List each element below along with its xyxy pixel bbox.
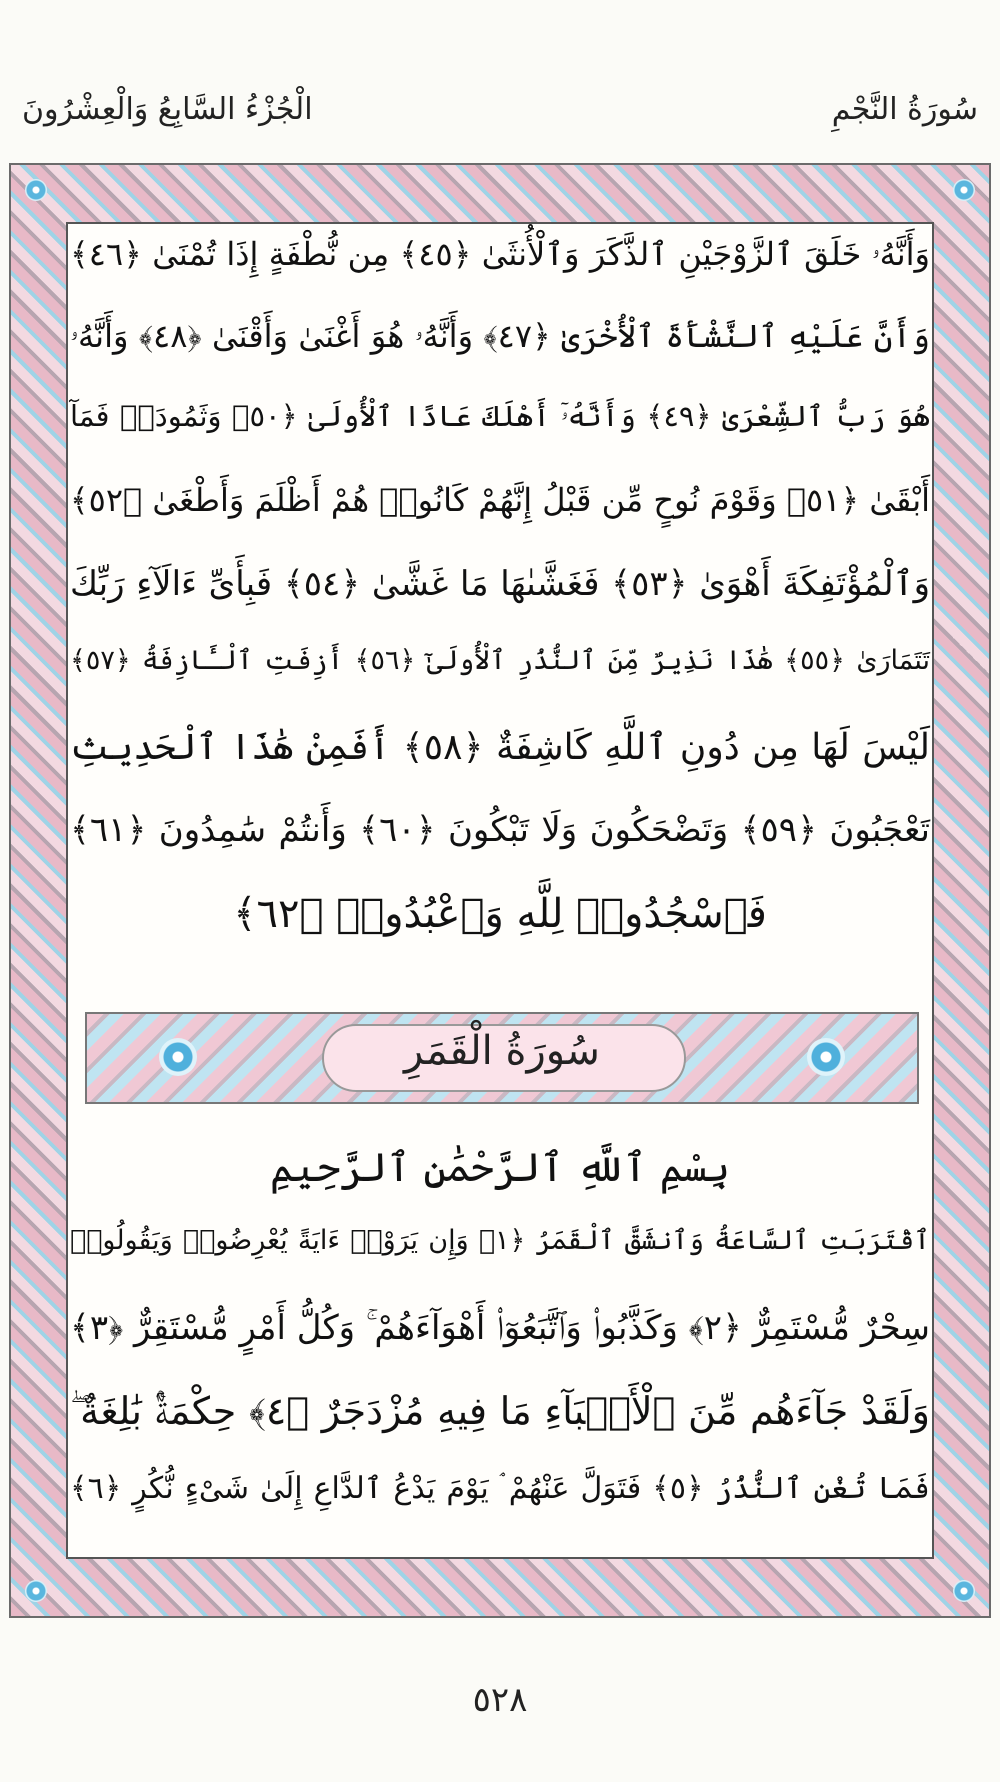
corner-ornament-icon (25, 179, 47, 201)
juz-title: الْجُزْءُ السَّابِعُ وَالْعِشْرُونَ (22, 92, 313, 127)
verse-line: فَٱسْجُدُوا۟ لِلَّهِ وَٱعْبُدُوا۟ ﴿٦٢﴾ (233, 891, 767, 937)
verse-line: هُوَ رَبُّ ٱلشِّعْرَىٰ ﴿٤٩﴾ وَأَنَّهُۥٓ أَهْلَكَ عَادًا ٱلْأُولَىٰ ﴿٥٠﴾ وَثَمُودَا۟ فَمَآ (70, 399, 930, 433)
verse-line: أَبْقَىٰ ﴿٥١﴾ وَقَوْمَ نُوحٍ مِّن قَبْلُ إِنَّهُمْ كَانُوا۟ هُمْ أَظْلَمَ وَأَطْغَىٰ ﴿٥٢﴾ (69, 481, 930, 519)
verse-line: وَأَنَّهُۥ خَلَقَ ٱلزَّوْجَيْنِ ٱلذَّكَرَ وَٱلْأُنثَىٰ ﴿٤٥﴾ مِن نُّطْفَةٍ إِذَا تُمْنَىٰ ﴿٤٦﴾ (70, 235, 931, 273)
verse-line: تَتَمَارَىٰ ﴿٥٥﴾ هَٰذَا نَذِيرٌ مِّنَ ٱلنُّذُرِ ٱلْأُولَىٰٓ ﴿٥٦﴾ أَزِفَتِ ٱلْـَٔازِفَةُ ﴿٥٧﴾ (70, 645, 930, 676)
surah-banner (85, 1012, 919, 1104)
corner-ornament-icon (953, 179, 975, 201)
verse-line: وَٱلْمُؤْتَفِكَةَ أَهْوَىٰ ﴿٥٣﴾ فَغَشَّىٰهَا مَا غَشَّىٰ ﴿٥٤﴾ فَبِأَىِّ ءَالَآءِ رَبِّكَ (70, 564, 930, 604)
verse-line: سِحْرٌ مُّسْتَمِرٌّ ﴿٢﴾ وَكَذَّبُوا۟ وَٱتَّبَعُوٓا۟ أَهْوَآءَهُمْ ۚ وَكُلُّ أَمْرٍ مُّسْتَقِرٌّ ﴿٣﴾ (69, 1308, 930, 1348)
surah-header-title: سُورَةُ النَّجْمِ (831, 92, 978, 127)
verse-line: تَعْجَبُونَ ﴿٥٩﴾ وَتَضْحَكُونَ وَلَا تَبْكُونَ ﴿٦٠﴾ وَأَنتُمْ سَٰمِدُونَ ﴿٦١﴾ (70, 810, 930, 850)
verse-line: لَيْسَ لَهَا مِن دُونِ ٱللَّهِ كَاشِفَةٌ ﴿٥٨﴾ أَفَمِنْ هَٰذَا ٱلْحَدِيثِ (70, 727, 930, 768)
corner-ornament-icon (953, 1580, 975, 1602)
verse-line: وَلَقَدْ جَآءَهُم مِّنَ ٱلْأَنۢبَآءِ مَا فِيهِ مُزْدَجَرٌ ﴿٤﴾ حِكْمَةٌۢ بَٰلِغَةٌ ۖ (70, 1389, 930, 1433)
corner-ornament-icon (25, 1580, 47, 1602)
verse-line: وَأَنَّ عَلَيْهِ ٱلنَّشْأَةَ ٱلْأُخْرَىٰ ﴿٤٧﴾ وَأَنَّهُۥ هُوَ أَغْنَىٰ وَأَقْنَىٰ ﴿٤٨﴾ وَأَنَّهُۥ (70, 317, 930, 355)
page-text (70, 225, 930, 1565)
page-number: ٥٢٨ (472, 1680, 528, 1720)
surah-name: سُورَةُ الْقَمَرِ (404, 1028, 600, 1074)
verse-line: ٱقْتَرَبَتِ ٱلسَّاعَةُ وَٱنشَقَّ ٱلْقَمَرُ ﴿١﴾ وَإِن يَرَوْا۟ ءَايَةً يُعْرِضُوا۟ وَيَقُولُوا۟ (70, 1225, 930, 1256)
verse-line: فَمَا تُغْنِ ٱلنُّذُرُ ﴿٥﴾ فَتَوَلَّ عَنْهُمْ ۘ يَوْمَ يَدْعُ ٱلدَّاعِ إِلَىٰ شَىْءٍ نُّكُرٍ ﴿٦﴾ (70, 1471, 930, 1506)
basmala: بِسْمِ ٱللَّهِ ٱلرَّحْمَٰنِ ٱلرَّحِيمِ (269, 1145, 731, 1191)
